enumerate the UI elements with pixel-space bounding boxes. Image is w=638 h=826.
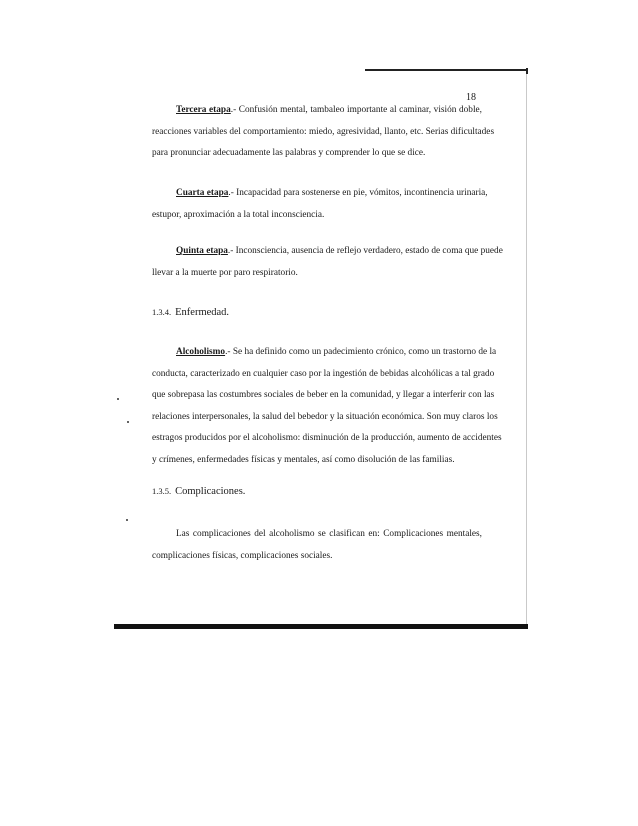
section-title: Enfermedad. [175, 307, 230, 318]
section-number: 1.3.5. [152, 486, 172, 496]
paragraph-line: y crímenes, enfermedades físicas y mentales, así como disolución de las familias. [152, 454, 455, 465]
paragraph-line: Tercera etapa.- Confusión mental, tambaleo importante al caminar, visión doble, [176, 105, 482, 115]
paragraph-line: llevar a la muerte por paro respiratorio. [152, 267, 298, 278]
paragraph-tercera-etapa [152, 100, 495, 165]
paragraph-line: Las complicaciones del alcoholismo se clasifican en: Complicaciones mentales, [176, 529, 482, 539]
paragraph-alcoholismo [152, 342, 502, 471]
paragraph-line: Quinta etapa.- Inconsciencia, ausencia de reflejo verdadero, estado de coma que puede [176, 246, 503, 256]
paragraph-line: que sobrepasa las costumbres sociales de beber en la comunidad, y llegar a interferir con las [152, 390, 495, 400]
paragraph-line: reacciones variables del comportamiento: miedo, agresividad, llanto, etc. Serias dificultades [152, 126, 495, 137]
section-number: 1.3.4. [152, 307, 172, 317]
section-title: Complicaciones. [175, 486, 246, 497]
paragraph-complicaciones [152, 524, 482, 567]
paragraph-line: Cuarta etapa.- Incapacidad para sostenerse en pie, vómitos, incontinencia urinaria, [176, 188, 488, 198]
scan-speck [117, 398, 119, 400]
paragraph-cuarta-etapa [152, 183, 488, 226]
term-cuarta-etapa: Cuarta etapa [176, 188, 229, 198]
paragraph-line: estragos producidos por el alcoholismo: disminución de la producción, aumento de accidentes [152, 433, 502, 443]
term-tercera-etapa: Tercera etapa [176, 105, 231, 115]
bottom-border-line [114, 624, 528, 629]
top-border-line [365, 69, 528, 71]
paragraph-line: estupor, aproximación a la total inconsciencia. [152, 209, 325, 220]
paragraph-line: relaciones interpersonales, la salud del bebedor y la situación económica. Son muy claros los [152, 411, 498, 422]
right-page-edge [526, 74, 527, 626]
term-alcoholismo: Alcoholismo [176, 347, 226, 357]
paragraph-line: conducta, caracterizado en cualquier caso por la ingestión de bebidas alcohólicas a tal grado [152, 368, 495, 379]
paragraph-quinta-etapa [152, 241, 503, 284]
scan-speck [126, 519, 128, 521]
term-quinta-etapa: Quinta etapa [176, 246, 228, 256]
scan-speck [127, 421, 129, 423]
page-number: 18 [466, 92, 476, 103]
paragraph-line: complicaciones físicas, complicaciones sociales. [152, 550, 333, 561]
paragraph-line: para pronunciar adecuadamente las palabras y comprender lo que se dice. [152, 148, 426, 158]
section-heading-enfermedad [152, 307, 229, 318]
paragraph-line: Alcoholismo.- Se ha definido como un padecimiento crónico, como un trastorno de la [176, 347, 497, 357]
section-heading-complicaciones [152, 486, 245, 497]
